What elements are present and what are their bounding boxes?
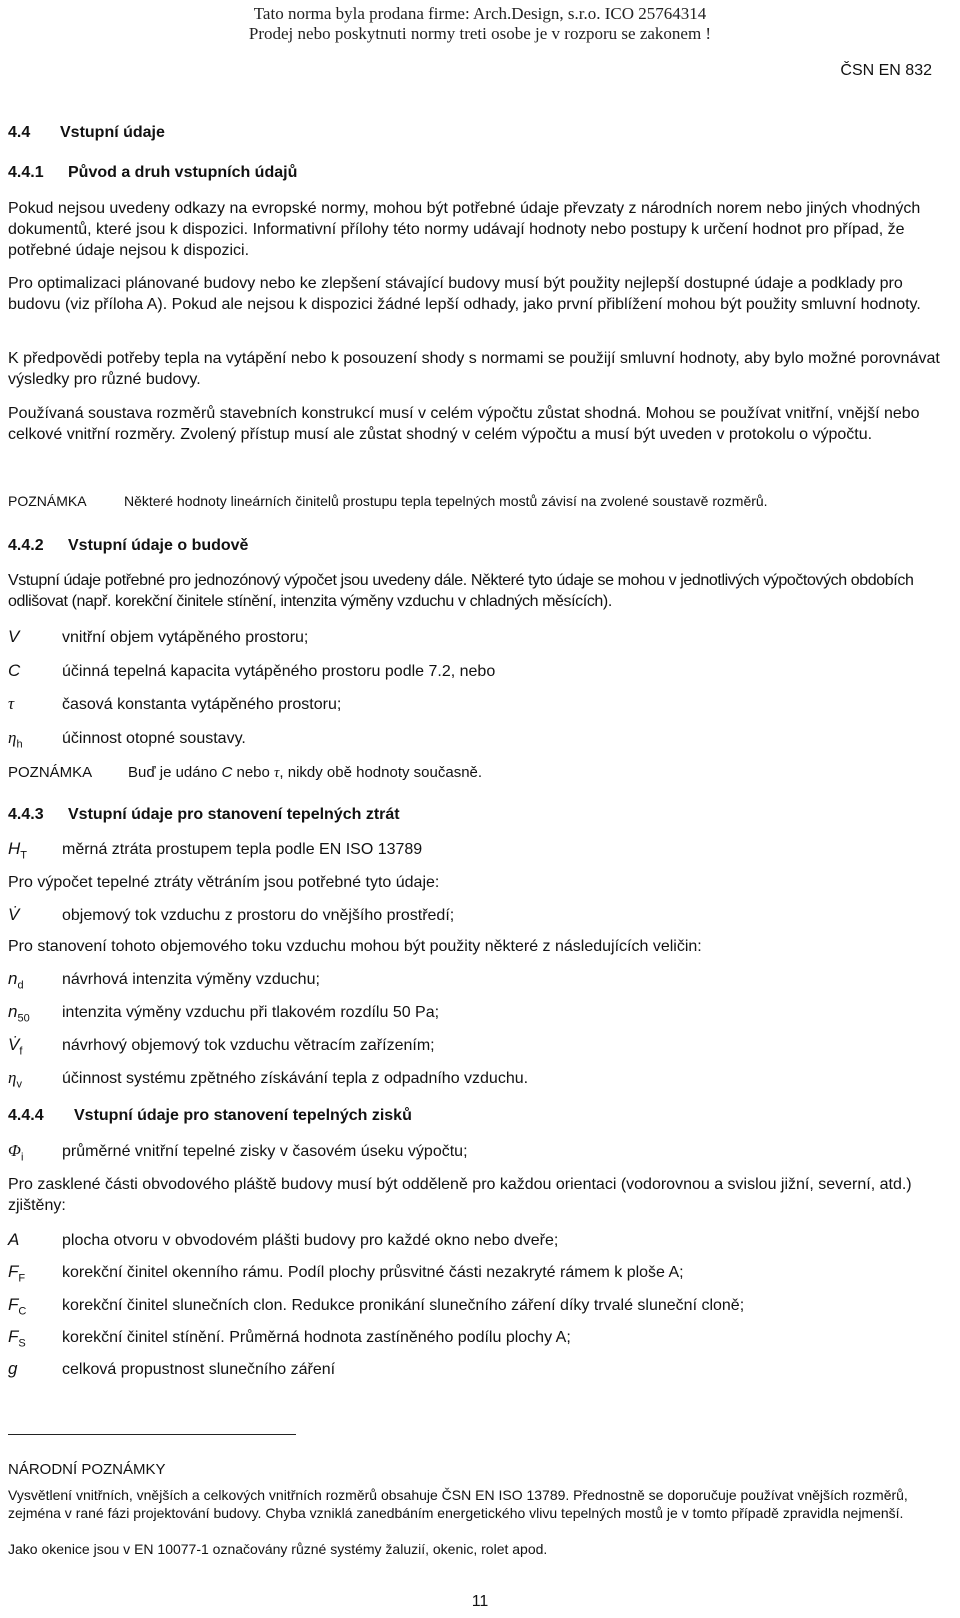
list-item-area [8,1229,948,1251]
national-note-1: Vysvětlení vnitřních, vnějších a celkových vnitřních rozměrů obsahuje ČSN EN ISO 13789. Přednostně se doporučuje používat vnějších rozměrů, zejména v rané fázi projektování budovy. Chyba vzniklá zanedbáním energetického vlivu tepelných mostů je v tomto případě zpravidla nejmenší. [8,1487,908,1521]
symbol-main: Φ [8,1141,21,1160]
symbol-subscript: d [17,979,24,992]
symbol-subscript: i [20,1151,24,1164]
note-symbol-c: C [221,764,233,781]
description: měrná ztráta prostupem tepla podle EN ISO 13789 [62,841,423,858]
symbol-subscript: T [20,849,28,862]
list-item-capacity [8,660,948,682]
symbol-subscript: h [16,738,23,751]
paragraph-3: K předpovědi potřeby tepla na vytápění nebo k posouzení shody s normami se použijí smluvní hodnoty, aby bylo možné porovnávat výsledky pro různé budovy. [8,350,940,388]
description: objemový tok vzduchu z prostoru do vnějšího prostředí; [62,907,455,924]
symbol-subscript: f [19,1045,23,1058]
watermark-line-2: Prodej nebo poskytnuti normy treti osobe je v rozporu se zakonem ! [248,24,712,43]
paragraph-8: Pro zasklené části obvodového pláště budovy musí být odděleně pro každou orientaci (vodorovnou a svislou jižní, severní, atd.) zjištěny: [8,1176,912,1214]
symbol-main: F [8,1327,19,1346]
symbol-main: H [8,839,21,858]
section-title: Vstupní údaje pro stanovení tepelných zisků [74,1107,412,1124]
note-symbol-tau: τ [274,765,280,781]
section-title: Původ a druh vstupních údajů [68,164,298,181]
page-number: 11 [471,1593,489,1610]
list-item-vdot [8,904,948,926]
paragraph-4: Používaná soustava rozměrů stavebních konstrukcí musí v celém výpočtu zůstat shodná. Mohou se používat vnitřní, vnější nebo celkové vnitřní rozměry. Zvolený přístup musí ale zůstat shodný v celém výpočtu a musí být uveden v protokolu o výpočtu. [8,405,920,443]
section-heading-4-4-2 [8,537,248,555]
list-item-nd [8,968,948,996]
description: korekční činitel stínění. Průměrná hodnota zastíněného podílu plochy A; [62,1329,571,1346]
list-item-efficiency [8,727,948,755]
paragraph-2: Pro optimalizaci plánované budovy nebo ke zlepšení stávající budovy musí být použity nejlepší dostupné údaje a podklady pro budovu (viz příloha A). Pokud ale nejsou k dispozici žádné lepší odhady, jako první přiblížení mohou být použity smluvní hodnoty. [8,275,921,313]
list-item-g [8,1358,948,1380]
paragraph-7: Pro stanovení tohoto objemového toku vzduchu mohou být použity některé z následujících veličin: [8,938,702,955]
description: časová konstanta vytápěného prostoru; [62,696,342,713]
national-note-2: Jako okenice jsou v EN 10077-1 označovány různé systémy žaluzií, okenic, rolet apod. [8,1541,548,1557]
note-text-post: , nikdy obě hodnoty současně. [279,764,483,781]
symbol [8,727,62,755]
section-number: 4.4 [8,124,31,141]
section-heading-4-4-3 [8,806,400,824]
list-item-volume [8,626,948,648]
section-title: Vstupní údaje [60,124,165,141]
description: intenzita výměny vzduchu při tlakovém rozdílu 50 Pa; [62,1004,440,1021]
note-text-mid: nebo [232,764,275,781]
description: účinná tepelná kapacita vytápěného prostoru podle 7.2, nebo [62,663,496,680]
note-1 [8,492,948,510]
description: vnitřní objem vytápěného prostoru; [62,629,309,646]
symbol-main: F [8,1295,19,1314]
symbol-main: η [8,728,17,747]
section-heading-4-4 [8,124,165,142]
list-item-fc [8,1294,948,1322]
section-title: Vstupní údaje pro stanovení tepelných ztrát [68,806,400,823]
note-2 [8,764,948,782]
description: korekční činitel slunečních clon. Redukce pronikání slunečního záření díky trvalé sluneční cloně; [62,1297,745,1314]
symbol: V [8,627,20,646]
note-text: Některé hodnoty lineárních činitelů prostupu tepla tepelných mostů závisí na zvolené soustavě rozměrů. [124,493,768,509]
symbol [8,1326,62,1354]
paragraph-5: Vstupní údaje potřebné pro jednozónový výpočet jsou uvedeny dále. Některé tyto údaje se mohou v jednotlivých výpočtových obdobích odlišovat (např. korekční činitele stínění, intenzita výměny vzduchu v chladných měsících). [8,572,914,610]
description: účinnost systému zpětného získávání tepla z odpadního vzduchu. [62,1070,529,1087]
symbol-main: n [8,1002,18,1021]
list-item-fs [8,1326,948,1354]
description: plocha otvoru v obvodovém plášti budovy pro každé okno nebo dveře; [62,1232,559,1249]
symbol [8,1034,62,1062]
list-item-vf [8,1034,948,1062]
description: návrhová intenzita výměny vzduchu; [62,971,320,988]
paragraph-6: Pro výpočet tepelné ztráty větráním jsou potřebné tyto údaje: [8,874,440,891]
description: návrhový objemový tok vzduchu větracím zařízením; [62,1037,435,1054]
symbol-subscript: v [16,1078,22,1091]
list-item-time-constant [8,693,948,715]
description: průměrné vnitřní tepelné zisky v časovém úseku výpočtu; [62,1143,468,1160]
description: korekční činitel okenního rámu. Podíl plochy průsvitné části nezakryté rámem k ploše A; [62,1264,684,1281]
symbol [8,838,62,866]
symbol-subscript: S [18,1337,26,1350]
watermark-line-1: Tato norma byla prodana firme: Arch.Design, s.r.o. ICO 25764314 [253,4,707,23]
note-text-pre: Buď je udáno [128,764,222,781]
symbol: C [8,661,21,680]
list-item-n50 [8,1001,948,1029]
symbol: A [8,1230,20,1249]
symbol-subscript: C [18,1305,27,1318]
symbol-subscript: 50 [17,1012,30,1025]
symbol-main: F [8,1262,19,1281]
list-item-ff [8,1261,948,1289]
section-title: Vstupní údaje o budově [68,537,249,554]
symbol [8,1001,62,1029]
list-item-eta-v [8,1067,948,1095]
standard-id: ČSN EN 832 [840,62,932,79]
description: celková propustnost slunečního záření [62,1361,336,1378]
symbol: τ [8,694,15,713]
list-item-ht [8,838,948,866]
section-heading-4-4-4 [8,1107,412,1125]
section-number: 4.4.4 [8,1107,44,1124]
symbol [8,968,62,996]
list-item-phi [8,1140,948,1168]
symbol-subscript: F [18,1272,26,1285]
symbol [8,1261,62,1289]
symbol [8,1067,62,1095]
section-heading-4-4-1 [8,164,297,182]
symbol-main: V̇ [8,1035,20,1054]
description: účinnost otopné soustavy. [62,730,246,747]
section-number: 4.4.1 [8,164,44,181]
symbol [8,1294,62,1322]
symbol [8,1140,62,1168]
section-number: 4.4.2 [8,537,44,554]
symbol: V̇ [8,905,20,924]
symbol-main: η [8,1068,17,1087]
section-number: 4.4.3 [8,806,44,823]
note-label: POZNÁMKA [8,493,87,509]
note-label: POZNÁMKA [8,764,93,781]
symbol: g [8,1359,18,1378]
symbol-main: n [8,969,18,988]
footnote-divider [8,1434,296,1435]
paragraph-1: Pokud nejsou uvedeny odkazy na evropské normy, mohou být potřebné údaje převzaty z národních norem nebo jiných vhodných dokumentů, které jsou k dispozici. Informativní přílohy této normy udávají hodnoty nebo postupy k určení hodnot pro případ, že potřebné údaje nejsou k dispozici. [8,200,921,259]
national-notes-heading: NÁRODNÍ POZNÁMKY [8,1461,166,1478]
